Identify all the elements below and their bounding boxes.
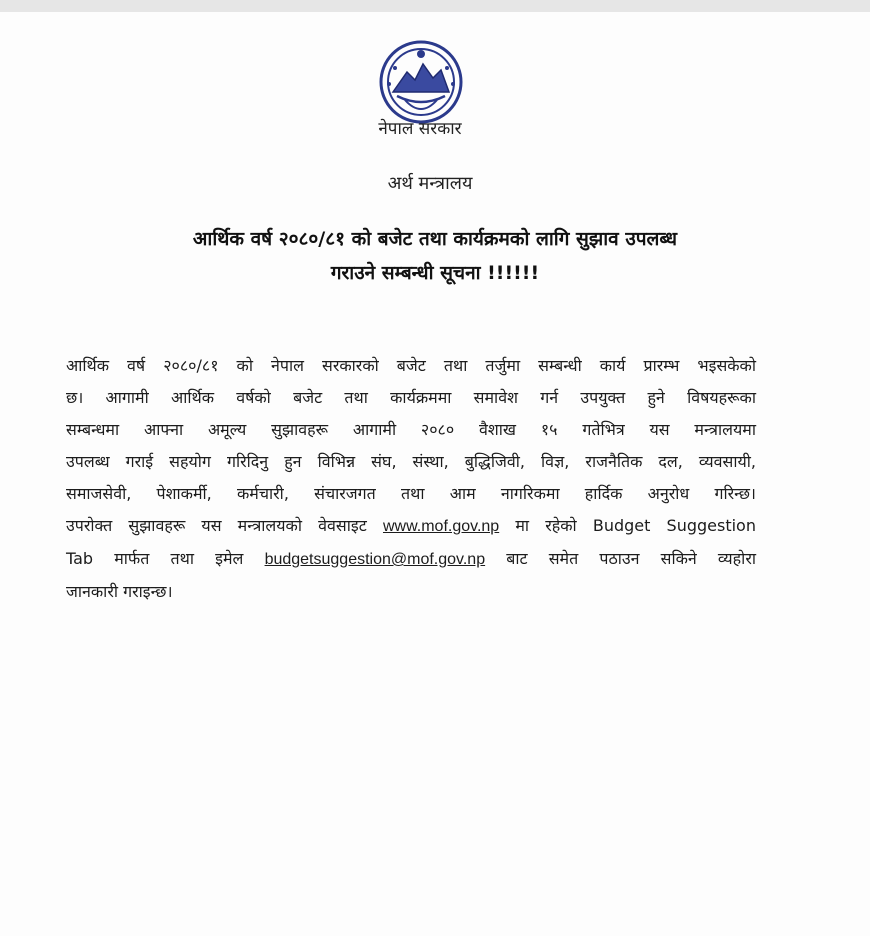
website-line-prefix: उपरोक्त सुझावहरू यस मन्त्रालयको वेवसाइट — [66, 516, 367, 535]
notice-title-line-1: आर्थिक वर्ष २०८०/८१ को बजेट तथा कार्यक्रमको लागि सुझाव उपलब्ध — [192, 228, 678, 250]
notice-body-line-email — [66, 543, 756, 576]
notice-title-line-2: गराउने सम्बन्धी सूचना !!!!!! — [330, 262, 540, 284]
ministry-name: अर्थ मन्त्रालय — [387, 173, 473, 194]
nepal-government-emblem-icon — [375, 38, 467, 130]
notice-body-line: उपलब्ध गराई सहयोग गरिदिनु हुन विभिन्न संघ, संस्था, बुद्धिजिवी, विज्ञ, राजनैतिक दल, व्यवसायी, — [66, 452, 756, 471]
notice-body-line: समाजसेवी, पेशाकर्मी, कर्मचारी, संचारजगत तथा आम नागरिकमा हार्दिक अनुरोध गरिन्छ। — [66, 484, 756, 503]
organization-name: नेपाल सरकार — [378, 119, 462, 139]
notice-body — [66, 350, 756, 608]
email-link[interactable]: budgetsuggestion@mof.gov.np — [264, 551, 486, 568]
email-line-suffix: बाट समेत पठाउन सकिने व्यहोरा — [506, 549, 757, 568]
notice-body-line: छ। आगामी आर्थिक वर्षको बजेट तथा कार्यक्रममा समावेश गर्न उपयुक्त हुने विषयहरूका — [66, 388, 756, 407]
notice-title — [60, 222, 810, 290]
notice-body-line-website — [66, 510, 756, 543]
notice-body-line: आर्थिक वर्ष २०८०/८१ को नेपाल सरकारको बजेट तथा तर्जुमा सम्बन्धी कार्य प्रारम्भ भइसकेको — [66, 356, 756, 375]
email-line-prefix: Tab मार्फत तथा इमेल — [66, 549, 244, 568]
notice-body-line: सम्बन्धमा आफ्ना अमूल्य सुझावहरू आगामी २०८० वैशाख १५ गतेभित्र यस मन्त्रालयमा — [66, 420, 756, 439]
top-strip — [0, 0, 870, 12]
website-link[interactable]: www.mof.gov.np — [382, 518, 500, 535]
website-line-suffix: मा रहेको Budget Suggestion — [515, 516, 756, 535]
notice-body-line: जानकारी गराइन्छ। — [66, 582, 173, 601]
